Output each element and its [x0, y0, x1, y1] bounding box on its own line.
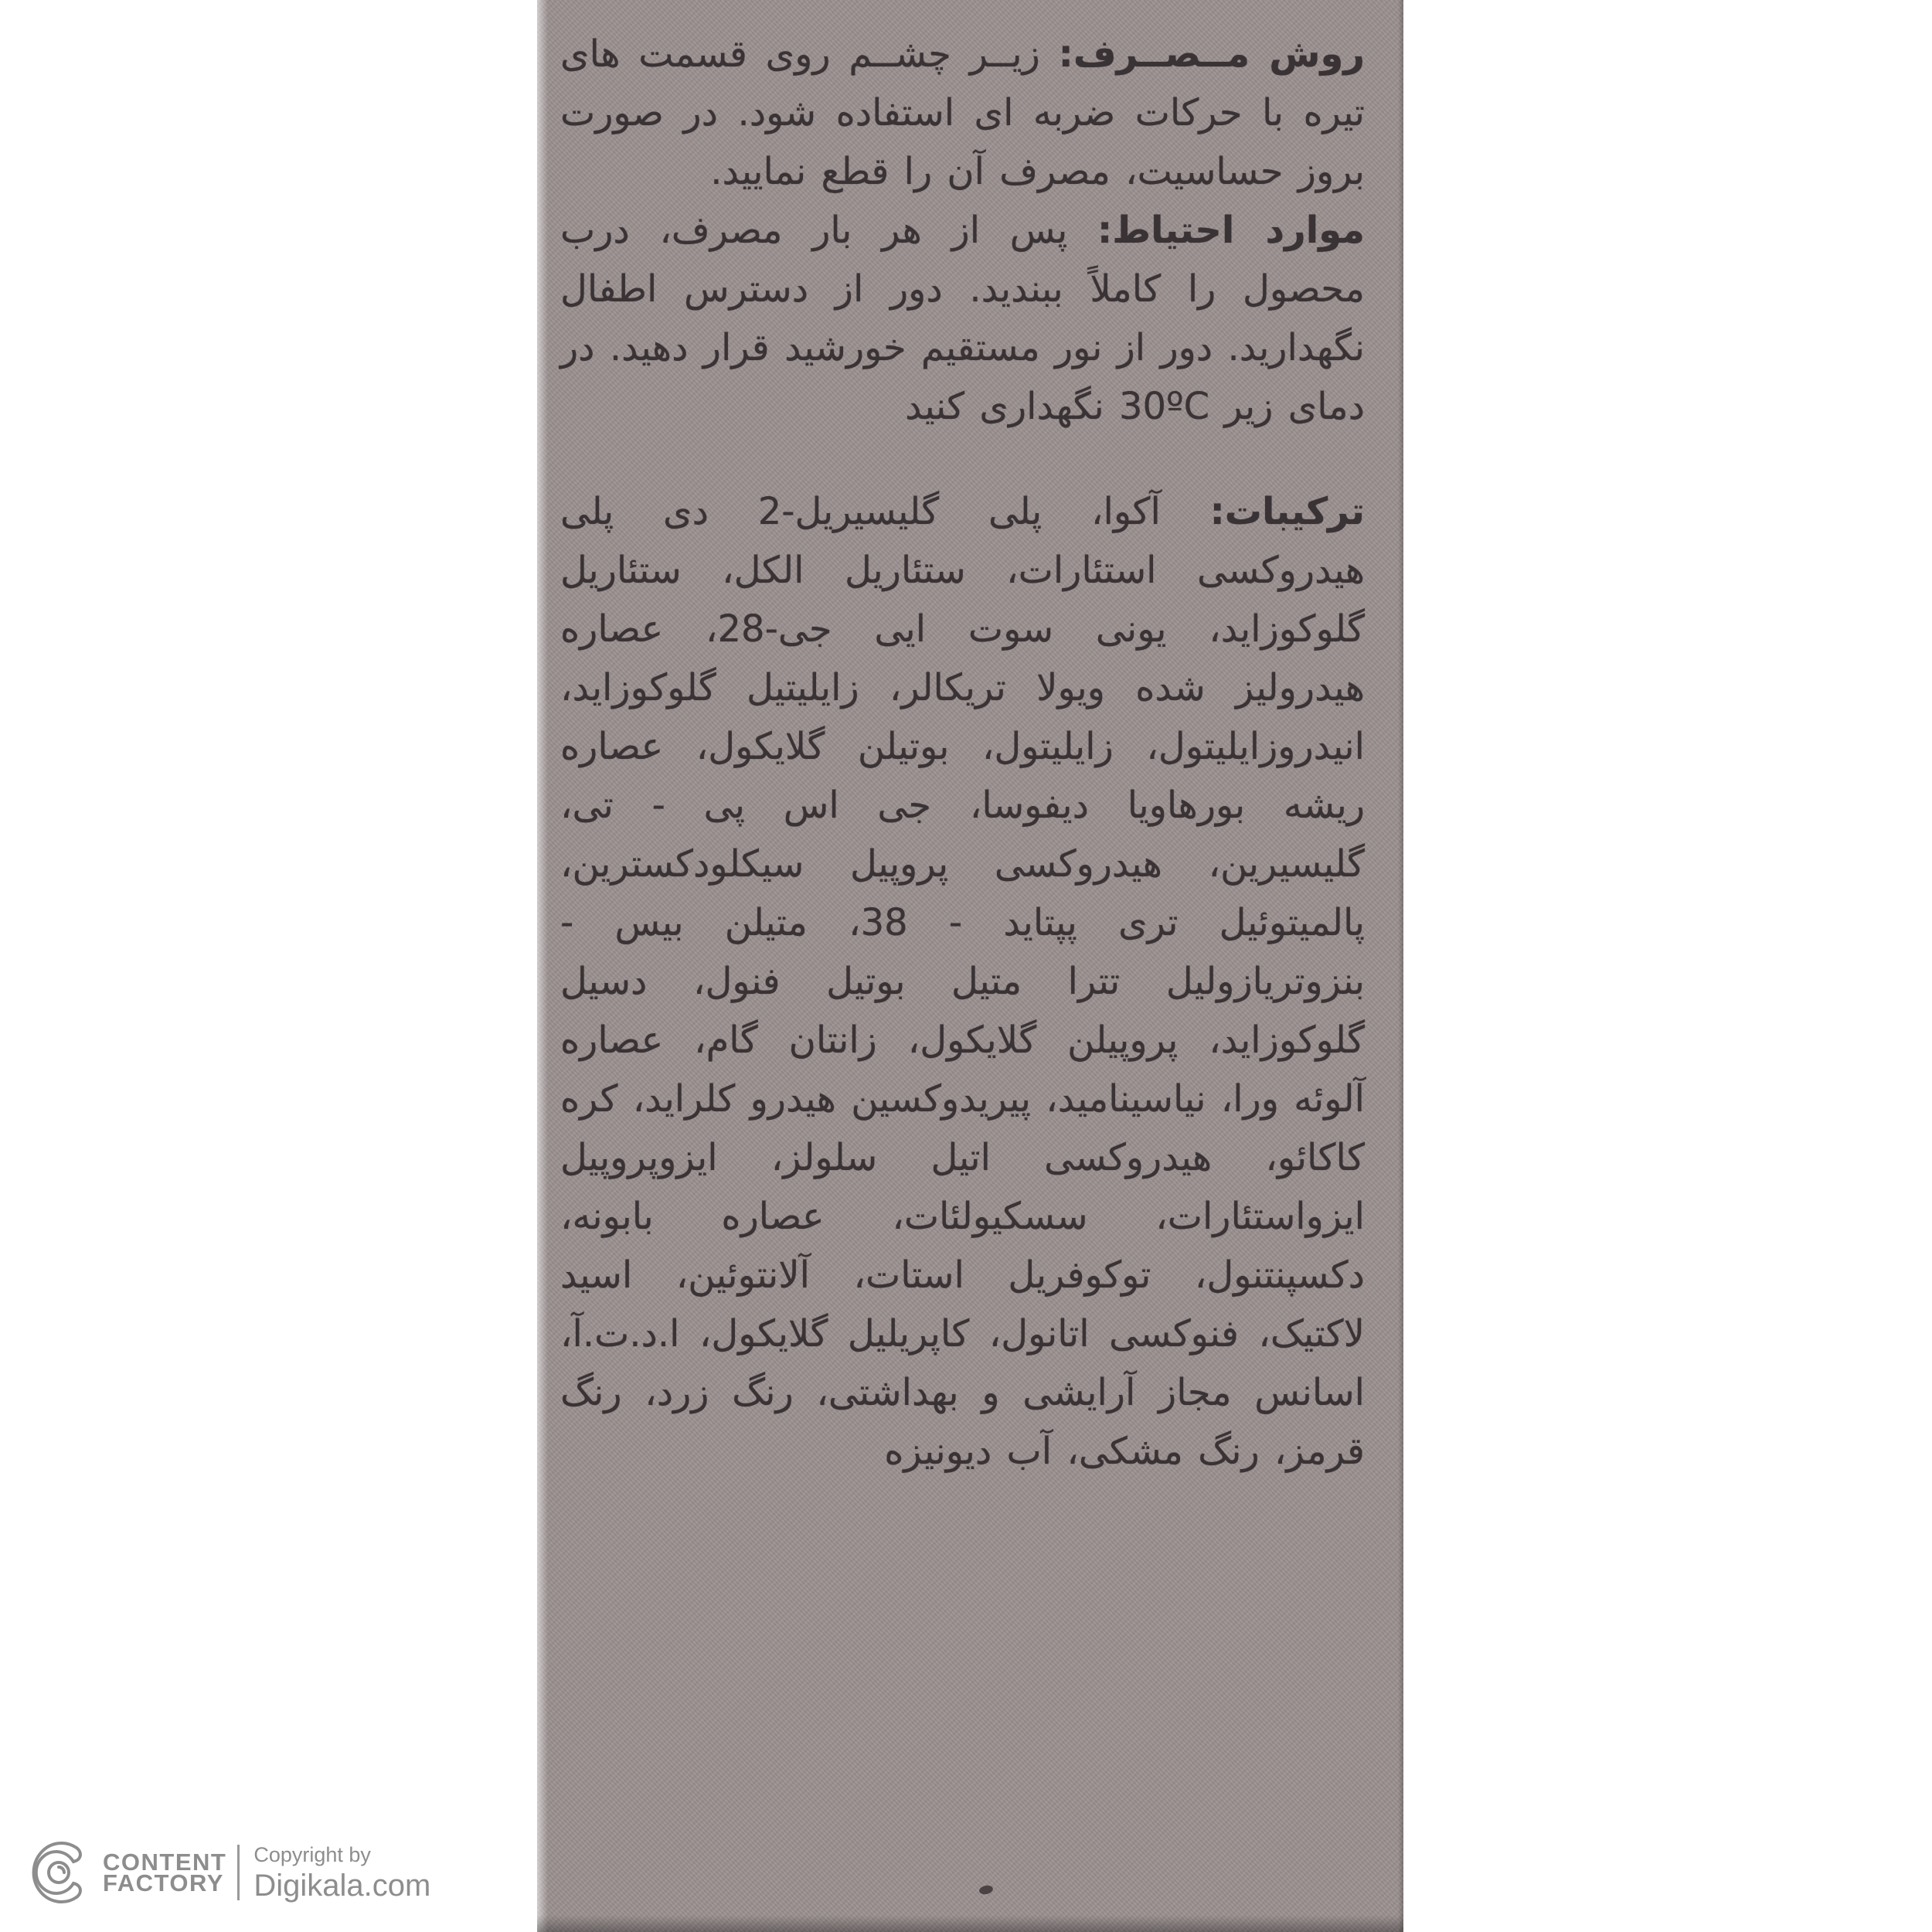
usage-body: زیــر چشــم روی قسمت های تیره با حرکات ضربه ای استفاده شود. در صورت بروز حساسیت، مصرف آن را قطع نمایید.: [560, 32, 1365, 193]
usage-heading: روش مــصــرف:: [1058, 32, 1365, 76]
caution-body: پس از هر بار مصرف، درب محصول را کاملاً ببندید. دور از دسترس اطفال نگهدارید. دور از نور مستقیم خورشید قرار دهید. در دمای زیر 30ºC نگهداری کنید: [560, 209, 1365, 428]
watermark-copyright-line: Copyright by: [253, 1843, 371, 1866]
caution-heading: موارد احتیاط:: [1097, 209, 1365, 252]
ingredients-paragraph: [560, 482, 1365, 1481]
ink-speck: [978, 1884, 994, 1896]
watermark-brand: [103, 1849, 227, 1896]
usage-paragraph: [560, 25, 1365, 201]
watermark-brand-bottom: FACTORY: [103, 1869, 224, 1896]
box-bottom-edge-shadow: [537, 1915, 1403, 1932]
product-box-panel: [537, 0, 1403, 1932]
ingredients-heading: ترکیبات:: [1209, 490, 1366, 533]
content-factory-logo-icon: [29, 1838, 92, 1906]
watermark-copyright: [253, 1843, 430, 1902]
watermark-site: Digikala.com: [253, 1869, 431, 1903]
watermark: [29, 1836, 430, 1909]
watermark-divider: [237, 1845, 240, 1900]
watermark-brand-top: CONTENT: [103, 1849, 227, 1876]
ingredients-body: آکوا، پلی گلیسیریل-2 دی پلی هیدروکسی استئارات، ستئاریل الکل، ستئاریل گلوکوزاید، یونی سوت ایی جی-28، عصاره هیدرولیز شده ویولا تریکالر، زایلیتیل گلوکوزاید، انیدروزایلیتول، زایلیتول، بوتیلن گلایکول، عصاره ریشه بورهاویا دیفوسا، جی اس پی - تی، گلیسیرین، هیدروکسی پروپیل سیکلودکسترین، پالمیتوئیل تری پپتاید - 38، متیلن بیس - بنزوتریازولیل تترا متیل بوتیل فنول، دسیل گلوکوزاید، پروپیلن گلایکول، زانتان گام، عصاره آلوئه ورا، نیاسینامید، پیریدوکسین هیدرو کلراید، کره کاکائو، هیدروکسی اتیل سلولز، ایزوپروپیل ایزواستئارات، سسکیولئات، عصاره بابونه، دکسپنتنول، توکوفریل استات، آلانتوئین، اسید لاکتیک، فنوکسی اتانول، کاپریلیل گلایکول، ا.د.ت.آ، اسانس مجاز آرایشی و بهداشتی، رنگ زرد، رنگ قرمز، رنگ مشکی، آب دیونیزه: [560, 490, 1366, 1473]
caution-paragraph: [560, 201, 1365, 436]
label-text-block: [560, 25, 1365, 1481]
